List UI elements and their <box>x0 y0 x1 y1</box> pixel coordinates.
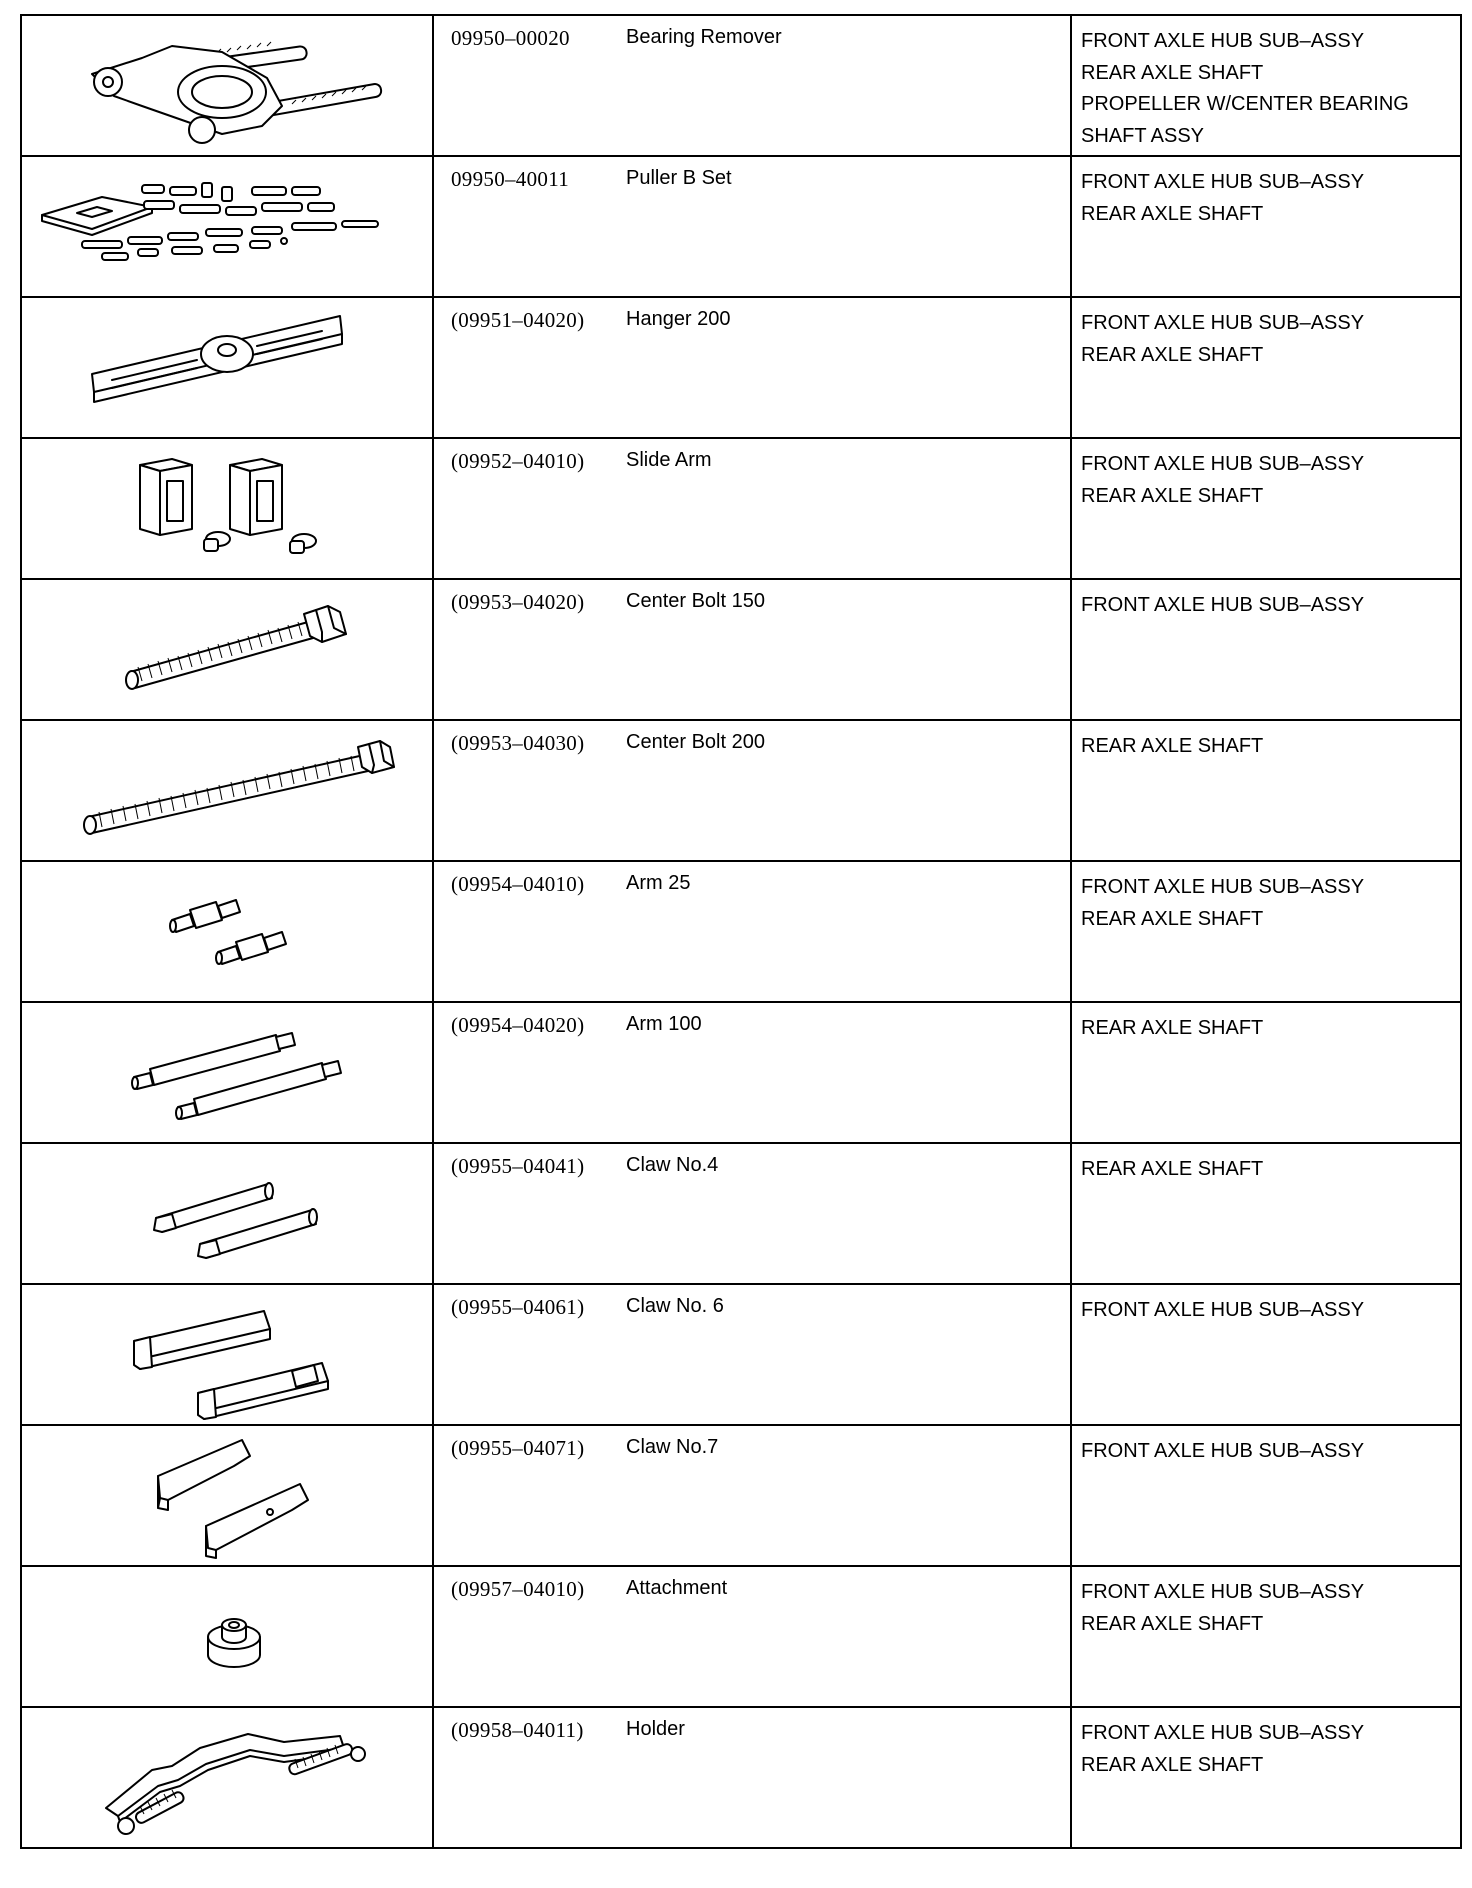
part-name: Center Bolt 150 <box>626 590 765 612</box>
part-info-cell <box>433 15 1071 156</box>
part-name: Hanger 200 <box>626 308 731 330</box>
part-name: Arm 100 <box>626 1013 702 1035</box>
part-number: (09955–04071) <box>451 1436 585 1460</box>
part-info-cell <box>433 720 1071 861</box>
application-cell <box>1071 1143 1461 1284</box>
table-row <box>21 438 1461 579</box>
application-line: REAR AXLE SHAFT <box>1081 484 1264 507</box>
part-info-cell <box>433 579 1071 720</box>
application-cell <box>1071 15 1461 156</box>
application-line: FRONT AXLE HUB SUB–ASSY <box>1081 876 1365 898</box>
part-name: Claw No.4 <box>626 1154 719 1176</box>
part-number: (09957–04010) <box>451 1577 585 1601</box>
part-name: Attachment <box>626 1577 728 1599</box>
table-row <box>21 720 1461 861</box>
arm-100-drawing <box>22 1003 432 1142</box>
application-line: REAR AXLE SHAFT <box>1081 1753 1264 1776</box>
table-row <box>21 1566 1461 1707</box>
table-row <box>21 156 1461 297</box>
part-name: Arm 25 <box>626 872 691 894</box>
illustration-cell <box>21 1284 433 1425</box>
application-cell <box>1071 156 1461 297</box>
part-name: Slide Arm <box>626 449 712 471</box>
application-line: REAR AXLE SHAFT <box>1081 1612 1264 1635</box>
table-row <box>21 1425 1461 1566</box>
illustration-cell <box>21 1143 433 1284</box>
part-number: (09955–04041) <box>451 1154 585 1178</box>
application-line: FRONT AXLE HUB SUB–ASSY <box>1081 1440 1365 1462</box>
application-line: FRONT AXLE HUB SUB–ASSY <box>1081 1722 1365 1744</box>
illustration-cell <box>21 297 433 438</box>
application-line: REAR AXLE SHAFT <box>1081 61 1264 84</box>
application-cell <box>1071 861 1461 1002</box>
part-info-cell <box>433 1143 1071 1284</box>
application-line: FRONT AXLE HUB SUB–ASSY <box>1081 171 1365 193</box>
part-info-cell <box>433 1707 1071 1848</box>
application-cell <box>1071 1566 1461 1707</box>
part-info-cell <box>433 1566 1071 1707</box>
part-number: 09950–00020 <box>451 26 570 50</box>
center-bolt-200-drawing <box>22 721 432 860</box>
attachment-drawing <box>22 1567 432 1706</box>
part-number: (09955–04061) <box>451 1295 585 1319</box>
application-line: REAR AXLE SHAFT <box>1081 343 1264 366</box>
part-number: (09958–04011) <box>451 1718 584 1742</box>
slide-arm-drawing <box>22 439 432 578</box>
application-line: REAR AXLE SHAFT <box>1081 1158 1264 1180</box>
part-number: (09953–04020) <box>451 590 585 614</box>
application-cell <box>1071 297 1461 438</box>
application-cell <box>1071 1284 1461 1425</box>
application-cell <box>1071 438 1461 579</box>
center-bolt-150-drawing <box>22 580 432 719</box>
part-number: (09954–04020) <box>451 1013 585 1037</box>
application-cell <box>1071 1425 1461 1566</box>
hanger-drawing <box>22 298 432 437</box>
application-line: REAR AXLE SHAFT <box>1081 1017 1264 1039</box>
application-line: REAR AXLE SHAFT <box>1081 735 1264 757</box>
table-row <box>21 1002 1461 1143</box>
illustration-cell <box>21 1707 433 1848</box>
illustration-cell <box>21 579 433 720</box>
part-info-cell <box>433 156 1071 297</box>
illustration-cell <box>21 1425 433 1566</box>
table-row <box>21 1284 1461 1425</box>
part-info-cell <box>433 438 1071 579</box>
table-row <box>21 861 1461 1002</box>
claw-7-drawing <box>22 1426 432 1565</box>
application-cell <box>1071 579 1461 720</box>
part-name: Center Bolt 200 <box>626 731 765 753</box>
part-name: Claw No.7 <box>626 1436 719 1458</box>
part-number: 09950–40011 <box>451 167 570 191</box>
application-line: SHAFT ASSY <box>1081 124 1205 147</box>
bearing-remover-drawing <box>22 16 432 155</box>
part-name: Puller B Set <box>626 167 732 189</box>
part-number: (09952–04010) <box>451 449 585 473</box>
application-cell <box>1071 1707 1461 1848</box>
application-line: FRONT AXLE HUB SUB–ASSY <box>1081 594 1365 616</box>
table-row <box>21 579 1461 720</box>
application-line: FRONT AXLE HUB SUB–ASSY <box>1081 453 1365 475</box>
part-info-cell <box>433 1002 1071 1143</box>
part-number: (09954–04010) <box>451 872 585 896</box>
application-line: PROPELLER W/CENTER BEARING <box>1081 93 1409 115</box>
part-name: Claw No. 6 <box>626 1295 724 1317</box>
application-cell <box>1071 1002 1461 1143</box>
part-info-cell <box>433 1284 1071 1425</box>
illustration-cell <box>21 1566 433 1707</box>
holder-drawing <box>22 1708 432 1847</box>
special-tool-table <box>20 14 1462 1849</box>
part-info-cell <box>433 1425 1071 1566</box>
application-line: FRONT AXLE HUB SUB–ASSY <box>1081 30 1365 52</box>
table-row <box>21 1143 1461 1284</box>
application-line: FRONT AXLE HUB SUB–ASSY <box>1081 1299 1365 1321</box>
application-line: FRONT AXLE HUB SUB–ASSY <box>1081 1581 1365 1603</box>
puller-set-drawing <box>22 157 432 296</box>
application-line: FRONT AXLE HUB SUB–ASSY <box>1081 312 1365 334</box>
claw-6-drawing <box>22 1285 432 1424</box>
illustration-cell <box>21 861 433 1002</box>
illustration-cell <box>21 1002 433 1143</box>
illustration-cell <box>21 438 433 579</box>
table-row <box>21 1707 1461 1848</box>
claw-4-drawing <box>22 1144 432 1283</box>
part-number: (09951–04020) <box>451 308 585 332</box>
part-name: Bearing Remover <box>626 26 782 48</box>
part-info-cell <box>433 297 1071 438</box>
part-name: Holder <box>626 1718 685 1740</box>
part-info-cell <box>433 861 1071 1002</box>
arm-25-drawing <box>22 862 432 1001</box>
table-row <box>21 15 1461 156</box>
illustration-cell <box>21 720 433 861</box>
illustration-cell <box>21 15 433 156</box>
table-row <box>21 297 1461 438</box>
illustration-cell <box>21 156 433 297</box>
part-number: (09953–04030) <box>451 731 585 755</box>
application-cell <box>1071 720 1461 861</box>
application-line: REAR AXLE SHAFT <box>1081 907 1264 930</box>
application-line: REAR AXLE SHAFT <box>1081 202 1264 225</box>
